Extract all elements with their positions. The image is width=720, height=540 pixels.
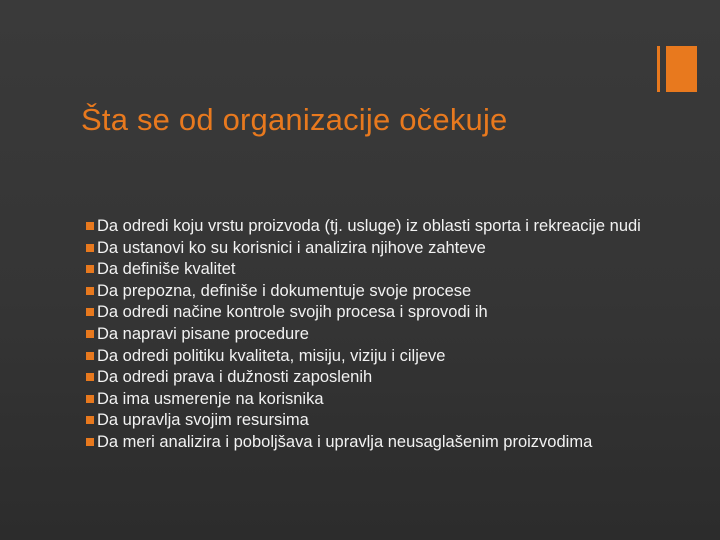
bullet-text: Da odredi načine kontrole svojih procesa i sprovodi ih xyxy=(97,303,488,322)
bullet-text: Da ima usmerenje na korisnika xyxy=(97,389,324,408)
bullet-text: Da meri analizira i poboljšava i upravlja neusaglašenim proizvodima xyxy=(97,432,593,451)
bullet-text: Da definiše kvalitet xyxy=(97,260,236,279)
bullet-text: Da upravlja svojim resursima xyxy=(97,411,309,430)
square-bullet-icon xyxy=(86,287,94,295)
slide-title: Šta se od organizacije očekuje xyxy=(81,102,508,137)
bullet-item xyxy=(86,326,646,343)
square-bullet-icon xyxy=(86,352,94,360)
bullet-item xyxy=(86,218,646,235)
bullet-item xyxy=(86,434,646,451)
bullet-item xyxy=(86,283,646,300)
bullet-text: Da ustanovi ko su korisnici i analizira njihove zahteve xyxy=(97,238,486,257)
bullet-item xyxy=(86,304,646,321)
square-bullet-icon xyxy=(86,330,94,338)
square-bullet-icon xyxy=(86,395,94,403)
square-bullet-icon xyxy=(86,373,94,381)
square-bullet-icon xyxy=(86,438,94,446)
square-bullet-icon xyxy=(86,265,94,273)
bullet-text: Da odredi politiku kvaliteta, misiju, viziju i ciljeve xyxy=(97,346,446,365)
bullet-item xyxy=(86,391,646,408)
bullet-item xyxy=(86,261,646,278)
bullet-list xyxy=(86,218,646,456)
square-bullet-icon xyxy=(86,416,94,424)
bullet-item xyxy=(86,369,646,386)
bullet-text: Da napravi pisane procedure xyxy=(97,324,309,343)
bullet-text: Da odredi koju vrstu proizvoda (tj. usluge) iz oblasti sporta i rekreacije nudi xyxy=(97,217,641,235)
square-bullet-icon xyxy=(86,244,94,252)
bullet-text: Da odredi prava i dužnosti zaposlenih xyxy=(97,368,373,387)
square-bullet-icon xyxy=(86,222,94,230)
accent-thick-bar xyxy=(666,46,697,92)
bullet-text: Da prepozna, definiše i dokumentuje svoje procese xyxy=(97,281,472,300)
bullet-item xyxy=(86,348,646,365)
decorative-accent-bars xyxy=(657,46,697,92)
bullet-item xyxy=(86,240,646,257)
bullet-item xyxy=(86,412,646,429)
square-bullet-icon xyxy=(86,308,94,316)
accent-thin-bar xyxy=(657,46,660,92)
